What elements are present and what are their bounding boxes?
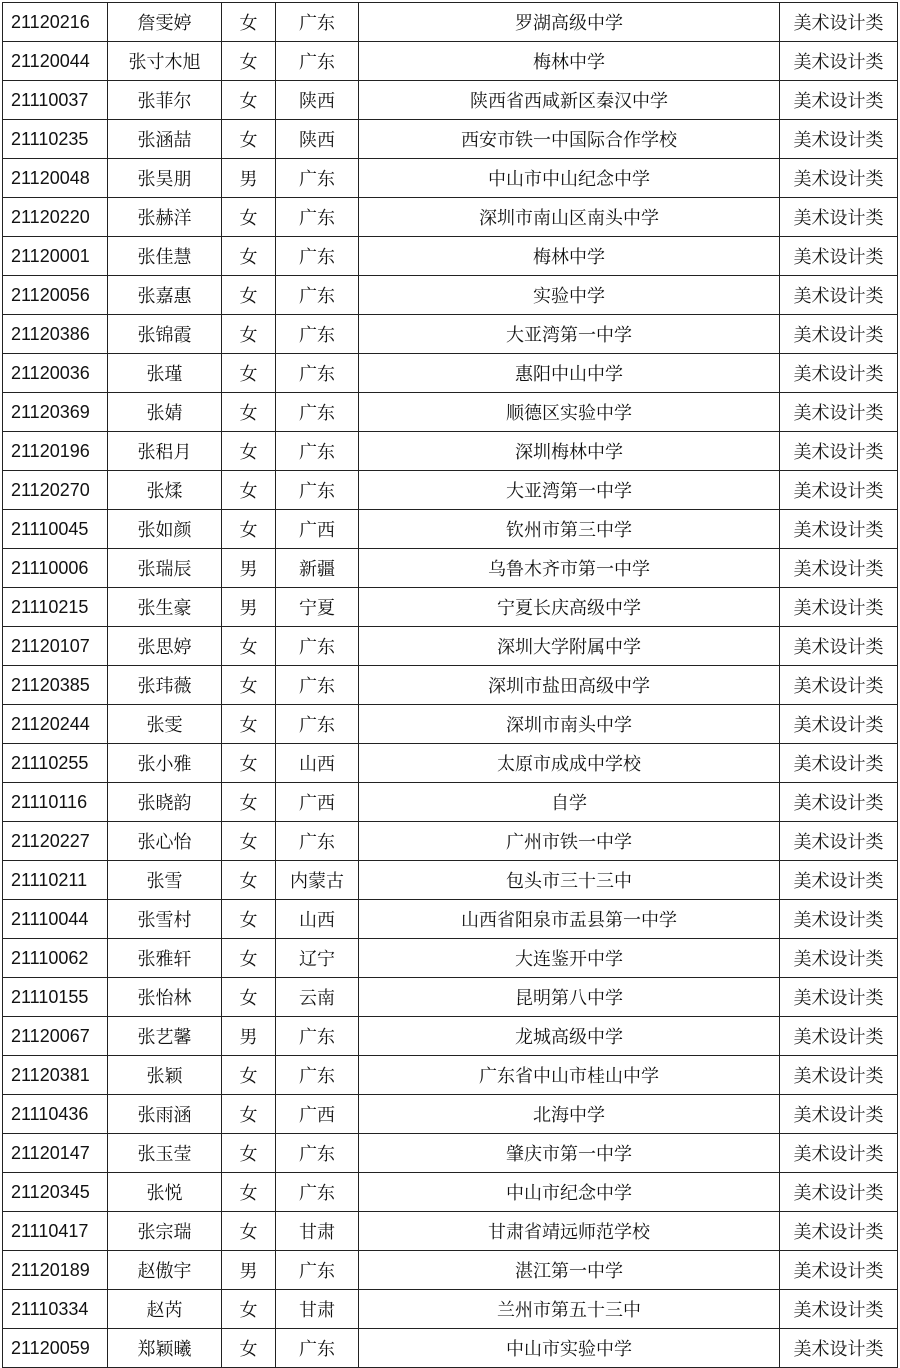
student-id-cell: 21120345	[3, 1173, 108, 1212]
school-cell: 北海中学	[359, 1095, 780, 1134]
category-cell: 美术设计类	[780, 549, 898, 588]
category-cell: 美术设计类	[780, 627, 898, 666]
student-name-cell: 张雪	[108, 861, 222, 900]
table-body	[3, 3, 898, 1368]
table-row	[3, 120, 898, 159]
province-cell: 广东	[276, 1251, 359, 1290]
table-row	[3, 81, 898, 120]
category-cell: 美术设计类	[780, 705, 898, 744]
school-cell: 西安市铁一中国际合作学校	[359, 120, 780, 159]
student-name-cell: 张涵喆	[108, 120, 222, 159]
school-cell: 太原市成成中学校	[359, 744, 780, 783]
gender-cell: 女	[222, 627, 276, 666]
student-name-cell: 张思婷	[108, 627, 222, 666]
province-cell: 广西	[276, 783, 359, 822]
student-id-cell: 21110334	[3, 1290, 108, 1329]
student-name-cell: 张宗瑞	[108, 1212, 222, 1251]
student-name-cell: 张煣	[108, 471, 222, 510]
province-cell: 云南	[276, 978, 359, 1017]
gender-cell: 女	[222, 822, 276, 861]
student-name-cell: 张艺馨	[108, 1017, 222, 1056]
province-cell: 新疆	[276, 549, 359, 588]
school-cell: 陕西省西咸新区秦汉中学	[359, 81, 780, 120]
table-row	[3, 939, 898, 978]
school-cell: 钦州市第三中学	[359, 510, 780, 549]
student-id-cell: 21110037	[3, 81, 108, 120]
gender-cell: 女	[222, 978, 276, 1017]
table-row	[3, 276, 898, 315]
category-cell: 美术设计类	[780, 471, 898, 510]
student-name-cell: 张菲尔	[108, 81, 222, 120]
province-cell: 广东	[276, 822, 359, 861]
school-cell: 中山市纪念中学	[359, 1173, 780, 1212]
gender-cell: 女	[222, 1173, 276, 1212]
gender-cell: 女	[222, 198, 276, 237]
school-cell: 大亚湾第一中学	[359, 471, 780, 510]
student-id-cell: 21120227	[3, 822, 108, 861]
province-cell: 广东	[276, 393, 359, 432]
province-cell: 甘肃	[276, 1290, 359, 1329]
table-row	[3, 1134, 898, 1173]
province-cell: 广东	[276, 666, 359, 705]
student-name-cell: 张嘉惠	[108, 276, 222, 315]
table-row	[3, 354, 898, 393]
student-name-cell: 张赫洋	[108, 198, 222, 237]
table-row	[3, 627, 898, 666]
gender-cell: 男	[222, 588, 276, 627]
province-cell: 宁夏	[276, 588, 359, 627]
school-cell: 梅林中学	[359, 237, 780, 276]
category-cell: 美术设计类	[780, 276, 898, 315]
gender-cell: 女	[222, 276, 276, 315]
gender-cell: 女	[222, 432, 276, 471]
school-cell: 中山市实验中学	[359, 1329, 780, 1368]
student-name-cell: 张如颜	[108, 510, 222, 549]
table-row	[3, 744, 898, 783]
student-id-cell: 21120386	[3, 315, 108, 354]
student-name-cell: 张颖	[108, 1056, 222, 1095]
student-name-cell: 张雅轩	[108, 939, 222, 978]
table-row	[3, 42, 898, 81]
student-id-cell: 21110255	[3, 744, 108, 783]
table-row	[3, 783, 898, 822]
gender-cell: 女	[222, 471, 276, 510]
category-cell: 美术设计类	[780, 1095, 898, 1134]
school-cell: 深圳市盐田高级中学	[359, 666, 780, 705]
category-cell: 美术设计类	[780, 198, 898, 237]
school-cell: 深圳市南山区南头中学	[359, 198, 780, 237]
province-cell: 陕西	[276, 120, 359, 159]
school-cell: 梅林中学	[359, 42, 780, 81]
table-row	[3, 3, 898, 42]
province-cell: 广东	[276, 354, 359, 393]
category-cell: 美术设计类	[780, 588, 898, 627]
student-id-cell: 21120147	[3, 1134, 108, 1173]
student-id-cell: 21110116	[3, 783, 108, 822]
gender-cell: 女	[222, 510, 276, 549]
school-cell: 深圳梅林中学	[359, 432, 780, 471]
gender-cell: 女	[222, 744, 276, 783]
student-id-cell: 21120048	[3, 159, 108, 198]
school-cell: 包头市三十三中	[359, 861, 780, 900]
province-cell: 广东	[276, 198, 359, 237]
school-cell: 肇庆市第一中学	[359, 1134, 780, 1173]
province-cell: 辽宁	[276, 939, 359, 978]
category-cell: 美术设计类	[780, 42, 898, 81]
province-cell: 广东	[276, 627, 359, 666]
province-cell: 广东	[276, 315, 359, 354]
gender-cell: 女	[222, 42, 276, 81]
province-cell: 内蒙古	[276, 861, 359, 900]
school-cell: 深圳市南头中学	[359, 705, 780, 744]
school-cell: 大亚湾第一中学	[359, 315, 780, 354]
student-name-cell: 赵傲宇	[108, 1251, 222, 1290]
student-id-cell: 21110417	[3, 1212, 108, 1251]
gender-cell: 女	[222, 1056, 276, 1095]
school-cell: 深圳大学附属中学	[359, 627, 780, 666]
gender-cell: 女	[222, 666, 276, 705]
student-id-cell: 21110155	[3, 978, 108, 1017]
table-row	[3, 1173, 898, 1212]
gender-cell: 女	[222, 1290, 276, 1329]
category-cell: 美术设计类	[780, 1251, 898, 1290]
gender-cell: 女	[222, 861, 276, 900]
table-row	[3, 432, 898, 471]
category-cell: 美术设计类	[780, 783, 898, 822]
gender-cell: 男	[222, 1017, 276, 1056]
category-cell: 美术设计类	[780, 1290, 898, 1329]
school-cell: 乌鲁木齐市第一中学	[359, 549, 780, 588]
student-name-cell: 张小雅	[108, 744, 222, 783]
category-cell: 美术设计类	[780, 1329, 898, 1368]
category-cell: 美术设计类	[780, 861, 898, 900]
category-cell: 美术设计类	[780, 393, 898, 432]
school-cell: 兰州市第五十三中	[359, 1290, 780, 1329]
table-row	[3, 978, 898, 1017]
student-id-cell: 21110006	[3, 549, 108, 588]
school-cell: 实验中学	[359, 276, 780, 315]
student-id-cell: 21110215	[3, 588, 108, 627]
student-id-cell: 21120385	[3, 666, 108, 705]
table-row	[3, 1251, 898, 1290]
category-cell: 美术设计类	[780, 354, 898, 393]
student-id-cell: 21110045	[3, 510, 108, 549]
gender-cell: 女	[222, 939, 276, 978]
student-name-cell: 张玮薇	[108, 666, 222, 705]
province-cell: 广西	[276, 1095, 359, 1134]
student-name-cell: 张瑞辰	[108, 549, 222, 588]
table-row	[3, 861, 898, 900]
student-name-cell: 郑颖曦	[108, 1329, 222, 1368]
student-name-cell: 张雨涵	[108, 1095, 222, 1134]
gender-cell: 男	[222, 1251, 276, 1290]
gender-cell: 女	[222, 3, 276, 42]
student-name-cell: 张婧	[108, 393, 222, 432]
category-cell: 美术设计类	[780, 1212, 898, 1251]
table-row	[3, 1017, 898, 1056]
student-id-cell: 21120244	[3, 705, 108, 744]
student-name-cell: 张锦霞	[108, 315, 222, 354]
student-id-cell: 21120001	[3, 237, 108, 276]
student-id-cell: 21110235	[3, 120, 108, 159]
province-cell: 山西	[276, 900, 359, 939]
table-row	[3, 1290, 898, 1329]
student-name-cell: 张晓韵	[108, 783, 222, 822]
category-cell: 美术设计类	[780, 315, 898, 354]
student-name-cell: 张生豪	[108, 588, 222, 627]
category-cell: 美术设计类	[780, 666, 898, 705]
province-cell: 广西	[276, 510, 359, 549]
school-cell: 山西省阳泉市盂县第一中学	[359, 900, 780, 939]
student-name-cell: 詹雯婷	[108, 3, 222, 42]
gender-cell: 女	[222, 354, 276, 393]
school-cell: 广东省中山市桂山中学	[359, 1056, 780, 1095]
table-row	[3, 549, 898, 588]
student-id-cell: 21120216	[3, 3, 108, 42]
province-cell: 广东	[276, 276, 359, 315]
table-row	[3, 1329, 898, 1368]
school-cell: 自学	[359, 783, 780, 822]
student-name-cell: 张昊朋	[108, 159, 222, 198]
gender-cell: 女	[222, 1134, 276, 1173]
category-cell: 美术设计类	[780, 1017, 898, 1056]
province-cell: 广东	[276, 1056, 359, 1095]
province-cell: 陕西	[276, 81, 359, 120]
student-name-cell: 张玉莹	[108, 1134, 222, 1173]
category-cell: 美术设计类	[780, 81, 898, 120]
student-name-cell: 张瑾	[108, 354, 222, 393]
province-cell: 广东	[276, 1173, 359, 1212]
province-cell: 广东	[276, 237, 359, 276]
student-id-cell: 21110436	[3, 1095, 108, 1134]
student-id-cell: 21120107	[3, 627, 108, 666]
student-id-cell: 21120189	[3, 1251, 108, 1290]
province-cell: 广东	[276, 705, 359, 744]
table-row	[3, 237, 898, 276]
school-cell: 大连鉴开中学	[359, 939, 780, 978]
category-cell: 美术设计类	[780, 510, 898, 549]
school-cell: 龙城高级中学	[359, 1017, 780, 1056]
table-row	[3, 1056, 898, 1095]
student-id-cell: 21120369	[3, 393, 108, 432]
school-cell: 惠阳中山中学	[359, 354, 780, 393]
table-row	[3, 705, 898, 744]
student-id-cell: 21120270	[3, 471, 108, 510]
gender-cell: 女	[222, 1329, 276, 1368]
student-name-cell: 张雯	[108, 705, 222, 744]
province-cell: 广东	[276, 1329, 359, 1368]
school-cell: 顺德区实验中学	[359, 393, 780, 432]
table-row	[3, 822, 898, 861]
student-id-cell: 21110044	[3, 900, 108, 939]
province-cell: 广东	[276, 3, 359, 42]
gender-cell: 女	[222, 705, 276, 744]
table-row	[3, 393, 898, 432]
gender-cell: 女	[222, 120, 276, 159]
province-cell: 广东	[276, 471, 359, 510]
table-row	[3, 198, 898, 237]
student-id-cell: 21120044	[3, 42, 108, 81]
student-id-cell: 21120067	[3, 1017, 108, 1056]
table-row	[3, 315, 898, 354]
student-name-cell: 张佳慧	[108, 237, 222, 276]
province-cell: 广东	[276, 159, 359, 198]
province-cell: 广东	[276, 42, 359, 81]
school-cell: 广州市铁一中学	[359, 822, 780, 861]
category-cell: 美术设计类	[780, 3, 898, 42]
province-cell: 广东	[276, 1017, 359, 1056]
category-cell: 美术设计类	[780, 120, 898, 159]
gender-cell: 男	[222, 159, 276, 198]
province-cell: 甘肃	[276, 1212, 359, 1251]
gender-cell: 男	[222, 549, 276, 588]
category-cell: 美术设计类	[780, 900, 898, 939]
school-cell: 甘肃省靖远师范学校	[359, 1212, 780, 1251]
school-cell: 昆明第八中学	[359, 978, 780, 1017]
table-row	[3, 588, 898, 627]
student-name-cell: 张寸木旭	[108, 42, 222, 81]
province-cell: 广东	[276, 1134, 359, 1173]
student-id-cell: 21120036	[3, 354, 108, 393]
student-id-cell: 21120059	[3, 1329, 108, 1368]
gender-cell: 女	[222, 1212, 276, 1251]
category-cell: 美术设计类	[780, 1056, 898, 1095]
student-id-cell: 21110062	[3, 939, 108, 978]
student-name-cell: 张怡林	[108, 978, 222, 1017]
category-cell: 美术设计类	[780, 744, 898, 783]
student-id-cell: 21120381	[3, 1056, 108, 1095]
school-cell: 湛江第一中学	[359, 1251, 780, 1290]
table-row	[3, 510, 898, 549]
gender-cell: 女	[222, 900, 276, 939]
student-name-cell: 张雪村	[108, 900, 222, 939]
student-name-cell: 张稆月	[108, 432, 222, 471]
province-cell: 山西	[276, 744, 359, 783]
category-cell: 美术设计类	[780, 1134, 898, 1173]
table-row	[3, 159, 898, 198]
table-row	[3, 1095, 898, 1134]
gender-cell: 女	[222, 393, 276, 432]
table-row	[3, 900, 898, 939]
category-cell: 美术设计类	[780, 978, 898, 1017]
table-row	[3, 666, 898, 705]
student-list-table	[2, 2, 898, 1368]
category-cell: 美术设计类	[780, 939, 898, 978]
category-cell: 美术设计类	[780, 237, 898, 276]
student-name-cell: 张悦	[108, 1173, 222, 1212]
category-cell: 美术设计类	[780, 432, 898, 471]
gender-cell: 女	[222, 783, 276, 822]
province-cell: 广东	[276, 432, 359, 471]
student-name-cell: 赵芮	[108, 1290, 222, 1329]
category-cell: 美术设计类	[780, 822, 898, 861]
school-cell: 宁夏长庆高级中学	[359, 588, 780, 627]
table-row	[3, 1212, 898, 1251]
student-id-cell: 21120220	[3, 198, 108, 237]
gender-cell: 女	[222, 81, 276, 120]
school-cell: 罗湖高级中学	[359, 3, 780, 42]
student-id-cell: 21120056	[3, 276, 108, 315]
student-id-cell: 21110211	[3, 861, 108, 900]
student-name-cell: 张心怡	[108, 822, 222, 861]
gender-cell: 女	[222, 237, 276, 276]
student-id-cell: 21120196	[3, 432, 108, 471]
category-cell: 美术设计类	[780, 159, 898, 198]
gender-cell: 女	[222, 1095, 276, 1134]
table-row	[3, 471, 898, 510]
category-cell: 美术设计类	[780, 1173, 898, 1212]
school-cell: 中山市中山纪念中学	[359, 159, 780, 198]
gender-cell: 女	[222, 315, 276, 354]
